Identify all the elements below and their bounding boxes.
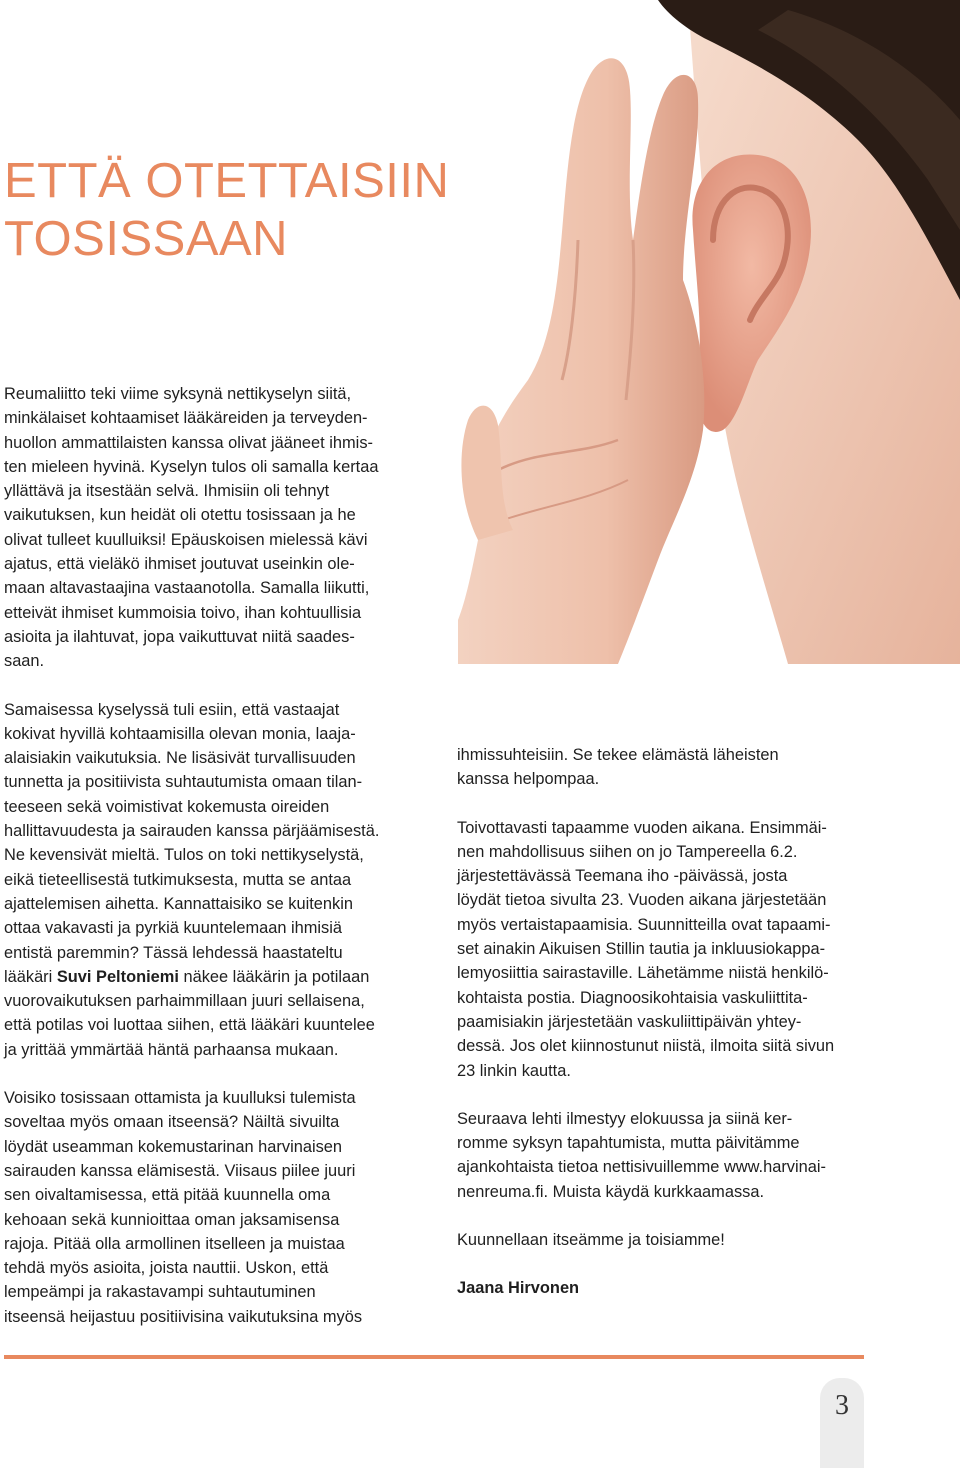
text-line: löydät tietoa sivulta 23. Vuoden aikana järjestetään: [457, 891, 827, 910]
text-line: kanssa helpompaa.: [457, 770, 600, 789]
text-line: lemyosiittia sairastaville. Lähetämme niistä henkilö-: [457, 964, 829, 983]
text-line: vaikutuksen, kun heidät oli otettu tosissaan ja he: [4, 506, 356, 525]
text-line: ajatus, että vieläkö ihmiset joutuvat useinkin ole-: [4, 555, 355, 574]
text-line: alaisiakin vaikutuksia. Ne lisäsivät turvallisuuden: [4, 749, 356, 768]
text-line: saan.: [4, 652, 45, 671]
text-line: yllättävä ja itsestään selvä. Ihmisiin oli tehnyt: [4, 482, 330, 501]
text-line: hallittavuudesta ja sairauden kanssa pärjäämisestä.: [4, 822, 380, 841]
text-line: romme syksyn tapahtumista, mutta päivitämme: [457, 1134, 800, 1153]
text-line: Samaisessa kyselyssä tuli esiin, että vastaajat: [4, 700, 340, 719]
left-text-column: [4, 382, 424, 1353]
page-number: 3: [835, 1390, 849, 1421]
text-line: Voisiko tosissaan ottamista ja kuulluksi tulemista: [4, 1089, 356, 1108]
text-line: maan altavastaajina vastaanotolla. Samalla liikutti,: [4, 579, 370, 598]
text-line: ajattelemisen aihetta. Kannattaisiko se kuitenkin: [4, 894, 353, 913]
person-name: Suvi Peltoniemi: [56, 967, 179, 986]
closing-line: Kuunnellaan itseämme ja toisiamme!: [457, 1231, 725, 1250]
text-line: set ainakin Aikuisen Stillin tautia ja inkluusiokappa-: [457, 940, 826, 959]
text-fragment: näkee lääkärin ja potilaan: [178, 967, 370, 986]
text-line: nenreuma.fi. Muista käydä kurkkaamassa.: [457, 1182, 765, 1201]
paragraph: [4, 698, 424, 1062]
text-line: nen mahdollisuus siihen on jo Tampereella 6.2.: [457, 842, 798, 861]
text-line: kokivat hyvillä kohtaamisilla olevan monia, laaja-: [4, 724, 356, 743]
text-line: Ne kevensivät mieltä. Tulos on toki nettikyselystä,: [4, 846, 364, 865]
text-line: [4, 965, 424, 989]
text-line: tehdä myös asioita, joista nauttii. Uskon, että: [4, 1259, 329, 1278]
text-line: kohtaista postia. Diagnoosikohtaisia vaskuliittita-: [457, 988, 808, 1007]
text-line: Toivottavasti tapaamme vuoden aikana. Ensimmäi-: [457, 818, 827, 837]
text-line: että potilas voi luottaa siihen, että lääkäri kuuntelee: [4, 1016, 375, 1035]
text-line: olivat tulleet kuulluiksi! Epäuskoisen mielessä kävi: [4, 530, 368, 549]
text-line: ajankohtaista tietoa nettisivuillemme www.harvinai-: [457, 1158, 826, 1177]
text-line: dessä. Jos olet kiinnostunut niistä, ilmoita siitä sivun: [457, 1037, 835, 1056]
paragraph: [4, 382, 424, 674]
text-line: rajoja. Pitää olla armollinen itselleen ja muistaa: [4, 1234, 345, 1253]
text-line: minkälaiset kohtaamiset lääkäreiden ja terveyden-: [4, 409, 368, 428]
paragraph: [457, 1107, 877, 1204]
text-line: järjestettävässä Teemana iho -päivässä, josta: [457, 867, 788, 886]
text-line: itseensä heijastuu positiivisina vaikutuksina myös: [4, 1307, 363, 1326]
text-line: myös vertaistapaamisia. Suunnitteilla ovat tapaami-: [457, 915, 831, 934]
text-line: vuorovaikutuksen parhaimmillaan juuri sellaisena,: [4, 992, 365, 1011]
text-line: etteivät ihmiset kummoisia toivo, ihan kohtuullisia: [4, 603, 362, 622]
text-line: soveltaa myös omaan itseensä? Näiltä sivuilta: [4, 1113, 340, 1132]
paragraph: [457, 816, 877, 1083]
text-line: huollon ammattilaisten kanssa olivat jääneet ihmis-: [4, 433, 373, 452]
text-line: asioita ja ilahtuvat, jopa vaikuttuvat niitä saades-: [4, 627, 355, 646]
paragraph: [457, 1228, 877, 1252]
text-line: ottaa vakavasti ja pyrkiä kuuntelemaan ihmisiä: [4, 919, 343, 938]
text-line: kehoaan sekä kunnioittaa oman jaksamisensa: [4, 1210, 340, 1229]
title-line: ETTÄ OTETTAISIIN: [4, 154, 450, 208]
text-line: ihmissuhteisiin. Se tekee elämästä läheisten: [457, 746, 779, 764]
paragraph: [457, 1276, 877, 1300]
text-fragment: lääkäri: [4, 967, 57, 986]
right-text-column: [457, 743, 877, 1325]
text-line: Seuraava lehti ilmestyy elokuussa ja siinä ker-: [457, 1109, 793, 1128]
ear-listening-photo: [458, 0, 960, 664]
text-line: teeseen sekä voimistivat kokemusta oireiden: [4, 797, 330, 816]
ear-listening-hand-photo-icon: [458, 0, 960, 664]
text-line: sairauden kanssa elämisestä. Viisaus piilee juuri: [4, 1161, 356, 1180]
paragraph: [4, 1086, 424, 1329]
text-line: ja yrittää ymmärtää häntä parhaansa mukaan.: [4, 1040, 339, 1059]
footer-divider: [4, 1355, 864, 1359]
title-line: TOSISSAAN: [4, 212, 289, 266]
text-line: eikä tieteellisestä tutkimuksesta, mutta se antaa: [4, 870, 352, 889]
paragraph: [457, 743, 877, 792]
text-line: tunnetta ja positiivista suhtautumista omaan tilan-: [4, 773, 363, 792]
text-line: paamisiakin järjestetään vaskuliittipäivän yhtey-: [457, 1012, 802, 1031]
text-line: sen oivaltamisessa, että pitää kuunnella oma: [4, 1186, 331, 1205]
signature: Jaana Hirvonen: [457, 1279, 580, 1298]
text-line: löydät useamman kokemustarinan harvinaisen: [4, 1137, 343, 1156]
text-line: 23 linkin kautta.: [457, 1061, 571, 1080]
text-line: ten mieleen hyvinä. Kyselyn tulos oli samalla kertaa: [4, 457, 379, 476]
text-line: entistä paremmin? Tässä lehdessä haastateltu: [4, 943, 343, 962]
page-title: [4, 152, 449, 268]
text-line: lempeämpi ja rakastavampi suhtautuminen: [4, 1283, 316, 1302]
text-line: Reumaliitto teki viime syksynä nettikyselyn siitä,: [4, 385, 352, 403]
